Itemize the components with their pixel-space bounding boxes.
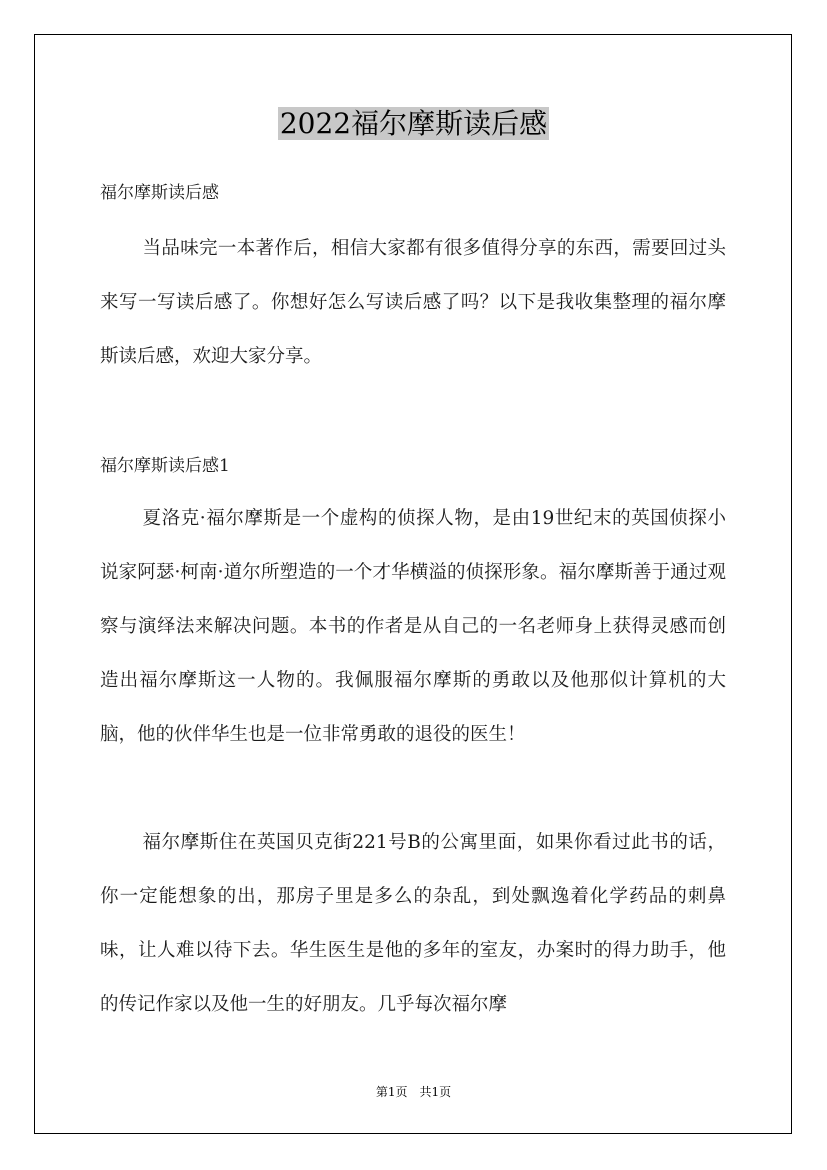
section-heading-1: 福尔摩斯读后感1 [100, 456, 230, 476]
document-title-text: 2022福尔摩斯读后感 [279, 107, 548, 140]
page-footer: 第1页 共1页 [375, 1085, 452, 1099]
intro-paragraph: 当品味完一本著作后，相信大家都有很多值得分享的东西，需要回过头来写一写读后感了。你想好怎么写读后感了吗？以下是我收集整理的福尔摩斯读后感，欢迎大家分享。 [100, 238, 726, 367]
document-title [0, 104, 827, 144]
body-paragraph-1: 夏洛克·福尔摩斯是一个虚构的侦探人物，是由19世纪末的英国侦探小说家阿瑟·柯南·道尔所塑造的一个才华横溢的侦探形象。福尔摩斯善于通过观察与演绎法来解决问题。本书的作者是从自己的一名老师身上获得灵感而创造出福尔摩斯这一人物的。我佩服福尔摩斯的勇敢以及他那似计算机的大脑，他的伙伴华生也是一位非常勇敢的退役的医生！ [100, 508, 726, 745]
body-paragraph-2: 福尔摩斯住在英国贝克街221号B的公寓里面，如果你看过此书的话，你一定能想象的出，那房子里是多么的杂乱，到处飘逸着化学药品的刺鼻味，让人难以待下去。华生医生是他的多年的室友，办案时的得力助手，他的传记作家以及他一生的好朋友。几乎每次福尔摩 [100, 832, 726, 1015]
section-heading-main: 福尔摩斯读后感 [100, 183, 219, 203]
